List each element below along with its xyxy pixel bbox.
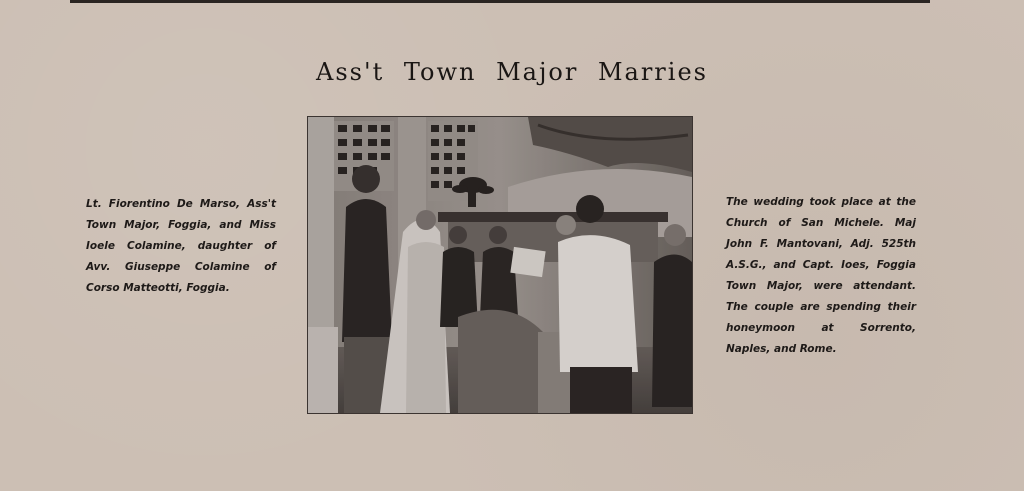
caption-left: Lt. Fiorentino De Marso, Ass't Town Major, Foggia, and Miss Ioele Colamine, daughter of Avv. Giuseppe Colamine of Corso Matteotti, Foggia.	[86, 198, 276, 294]
wedding-photo-image	[308, 117, 692, 413]
caption-right: The wedding took place at the Church of San Michele. Maj John F. Mantovani, Adj. 525th A.S.G., and Capt. Ioes, Foggia Town Major, were attendant. The couple are spending their honeymoon at Sorrento, Naples, and Rome.	[726, 196, 916, 355]
headline: Ass't Town Major Marries	[316, 58, 708, 86]
top-rule	[70, 0, 930, 3]
wedding-photo	[308, 117, 692, 413]
